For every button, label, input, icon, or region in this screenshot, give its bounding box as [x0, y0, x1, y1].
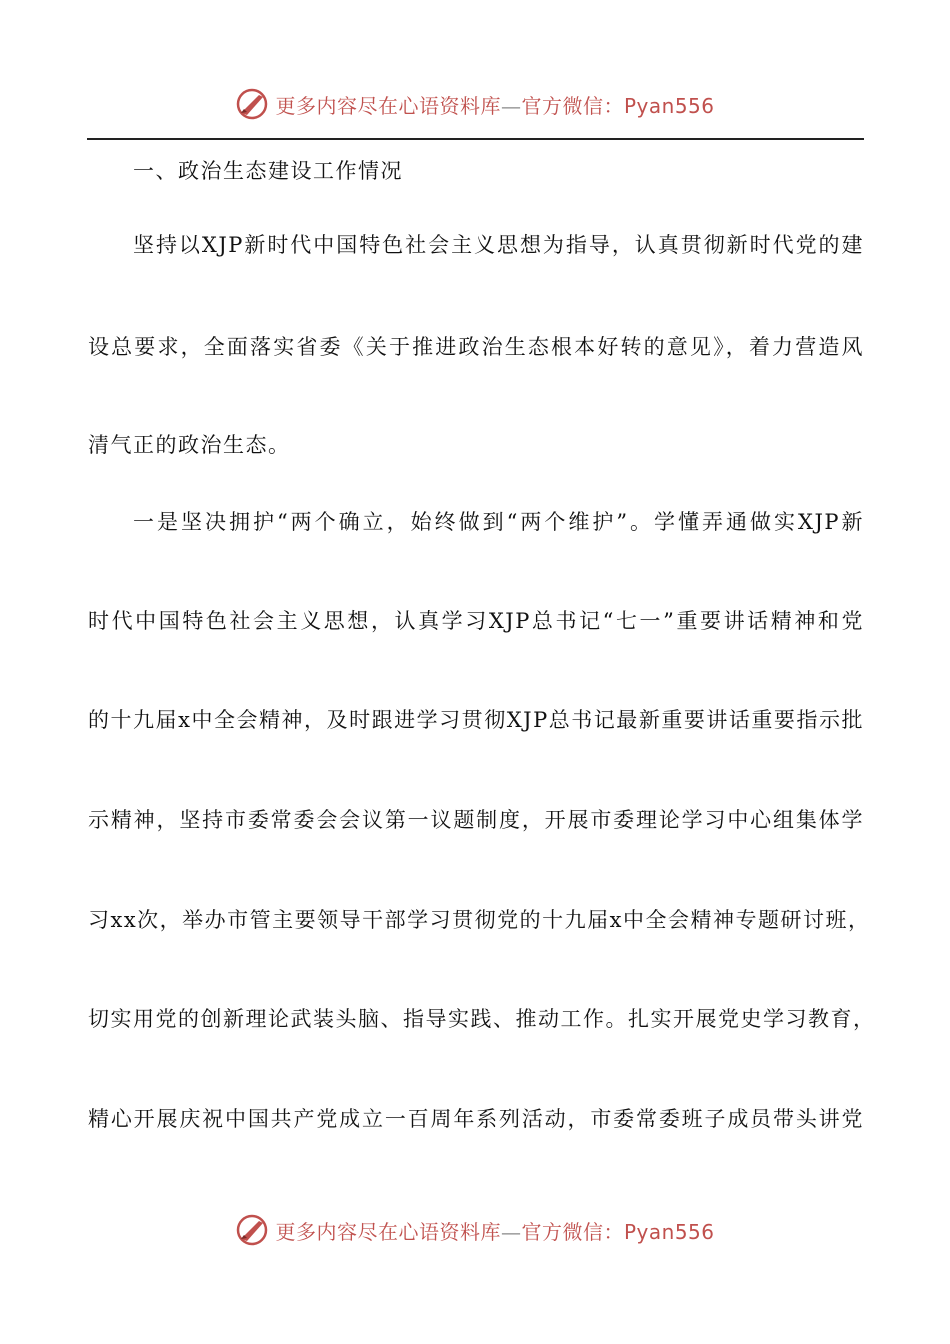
paragraph-line: 坚持以XJP新时代中国特色社会主义思想为指导，认真贯彻新时代党的建	[133, 233, 864, 257]
header-divider	[87, 138, 864, 140]
paragraph-line: 精心开展庆祝中国共产党成立一百周年系列活动，市委常委班子成员带头讲党	[88, 1107, 864, 1131]
paragraph-line: 切实用党的创新理论武装头脑、指导实践、推动工作。扎实开展党史学习教育，	[88, 1007, 876, 1031]
paragraph-line: 设总要求，全面落实省委《关于推进政治生态根本好转的意见》，着力营造风	[88, 335, 864, 359]
section-heading: 一、政治生态建设工作情况	[133, 159, 403, 183]
pen-logo-icon	[235, 87, 269, 121]
paragraph-line: 清气正的政治生态。	[88, 433, 291, 457]
paragraph-line: 的十九届x中全会精神，及时跟进学习贯彻XJP总书记最新重要讲话重要指示批	[88, 708, 864, 732]
paragraph-line: 时代中国特色社会主义思想，认真学习XJP总书记“七一”重要讲话精神和党	[88, 609, 864, 633]
header-text: 更多内容尽在心语资料库—官方微信：Pyan556	[275, 93, 715, 118]
paragraph-line: 示精神，坚持市委常委会会议第一议题制度，开展市委理论学习中心组集体学	[88, 808, 864, 832]
footer-text: 更多内容尽在心语资料库—官方微信：Pyan556	[275, 1219, 715, 1244]
paragraph-line: 习xx次，举办市管主要领导干部学习贯彻党的十九届x中全会精神专题研讨班，	[88, 908, 871, 932]
pen-logo-icon	[235, 1213, 269, 1247]
header-banner	[0, 84, 950, 124]
footer-banner	[0, 1210, 950, 1250]
paragraph-line: 一是坚决拥护“两个确立，始终做到“两个维护”。学懂弄通做实XJP新	[133, 510, 864, 534]
